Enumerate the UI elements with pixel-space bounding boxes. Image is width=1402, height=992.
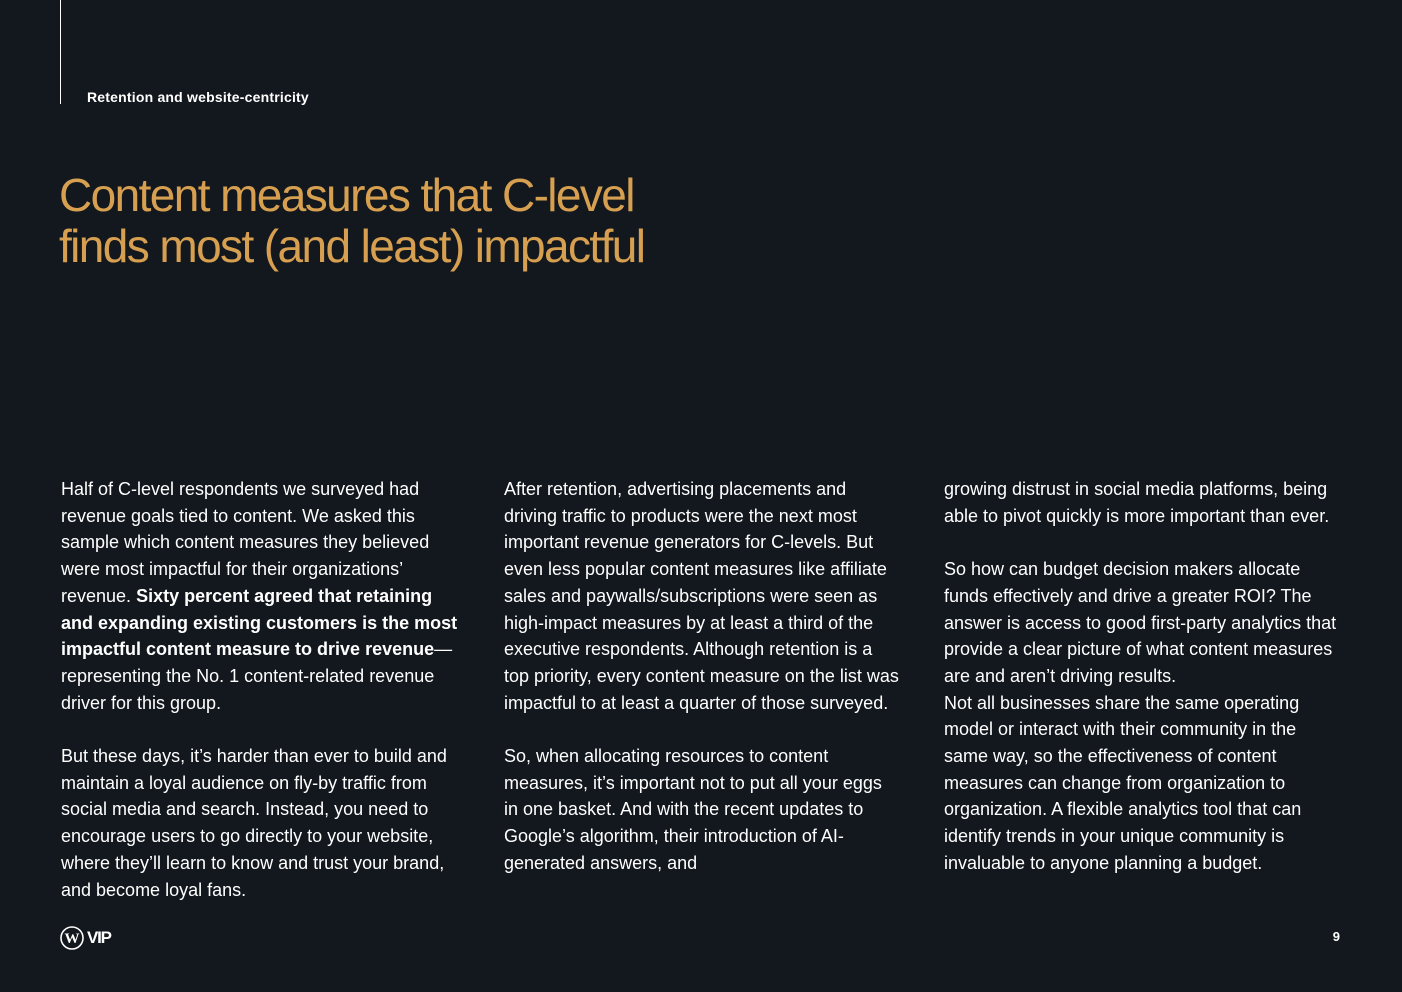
col2-paragraph-1: After retention, advertising placements and driving traffic to products were the next most important revenue generators for C-levels. But even less popular content measures like affiliate sales and paywalls/subscriptions were seen as high-impact measures by at least a third of the executive respondents. Although retention is a top priority, every content measure on the list was impactful to at least a quarter of those surveyed.: [504, 479, 899, 713]
col2-paragraph-2: So, when allocating resources to content measures, it’s important not to put all your eggs in one basket. And with the recent updates to Google’s algorithm, their introduction of AI-generated answers, and: [504, 746, 882, 873]
col1-paragraph-1-highlight: Sixty percent agreed that retaining and expanding existing customers is the most impactful content measure to drive revenue: [61, 585, 458, 660]
section-label: Retention and website-centricity: [87, 89, 309, 105]
col1-paragraph-1: [61, 476, 461, 716]
col3-paragraph-2: So how can budget decision makers allocate funds effectively and drive a greater ROI? The answer is access to good first-party analytics that provide a clear picture of what content measures are and aren’t driving results.: [944, 559, 1337, 686]
col1-paragraph-2: But these days, it’s harder than ever to build and maintain a loyal audience on fly-by traffic from social media and search. Instead, you need to encourage users to go directly to your website, where they’ll learn to know and trust your brand, and become loyal fans.: [61, 746, 447, 900]
logo-text: VIP: [87, 928, 111, 947]
body-column-3: [944, 476, 1339, 877]
svg-text:W: W: [64, 931, 80, 947]
section-divider-line: [60, 0, 61, 104]
col3-paragraph-1: growing distrust in social media platforms, being able to pivot quickly is more important than ever.: [944, 479, 1330, 526]
page-title: [59, 170, 759, 272]
col3-paragraph-3: Not all businesses share the same operating model or interact with their community in the same way, so the effectiveness of content measures can change from organization to organization. A flexible analytics tool that can identify trends in your unique community is invaluable to anyone planning a budget.: [944, 692, 1302, 873]
brand-logo: [60, 926, 111, 950]
wordpress-logo-icon: [60, 926, 84, 950]
col1-paragraph-1-lead: Half of C-level respondents we surveyed had revenue goals tied to content. We asked this sample which content measures they believed were most impactful for their organizations’ revenue.: [61, 479, 430, 606]
body-column-2: [504, 476, 899, 877]
body-column-1: [61, 476, 461, 903]
col1-paragraph-1-tail: —representing the No. 1 content-related revenue driver for this group.: [61, 639, 453, 713]
page-title-line-2: finds most (and least) impactful: [59, 220, 645, 272]
page-title-line-1: Content measures that C-level: [59, 169, 634, 221]
page-number: 9: [1332, 929, 1340, 944]
